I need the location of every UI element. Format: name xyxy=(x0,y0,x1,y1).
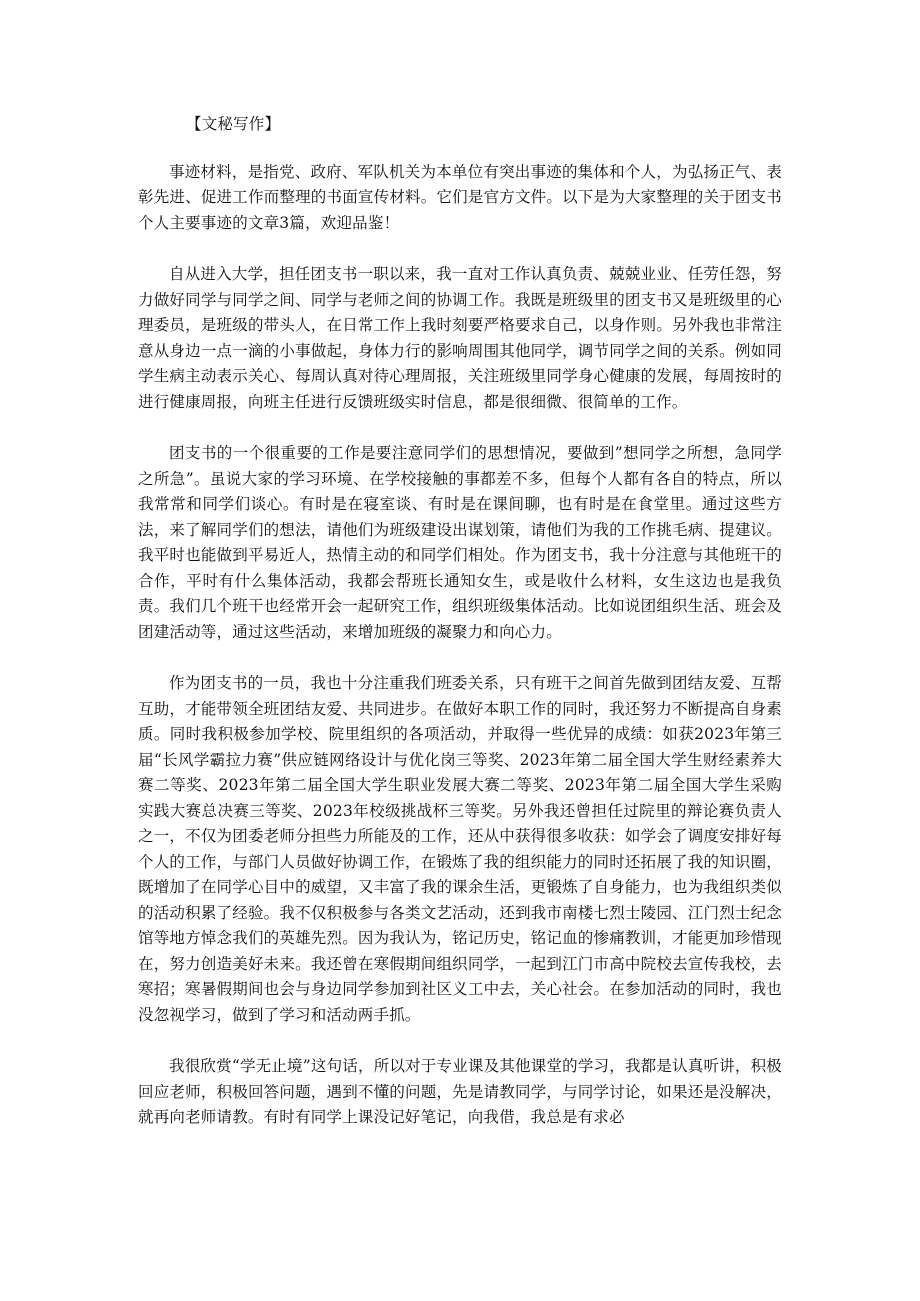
paragraph-intro: 事迹材料，是指党、政府、军队机关为本单位有突出事迹的集体和个人，为弘扬正气、表彰先进、促进工作而整理的书面宣传材料。它们是官方文件。以下是为大家整理的关于团支书个人主要事迹的文章3篇，欢迎品鉴！ xyxy=(138,162,782,232)
paragraph-achievements: 作为团支书的一员，我也十分注重我们班委关系，只有班干之间首先做到团结友爱、互帮互助，才能带领全班团结友爱、共同进步。在做好本职工作的同时，我还努力不断提高自身素质。同时我积极参加学校、院里组织的各项活动，并取得一些优异的成绩：如获2023年第三届“长风学霸拉力赛”供应链网络设计与优化岗三等奖、2023年第二届全国大学生财经素养大赛二等奖、2023年第二届全国大学生职业发展大赛二等奖、2023年第二届全国大学生采购实践大赛总决赛三等奖、2023年校级挑战杯三等奖。另外我还曾担任过院里的辩论赛负责人之一，不仅为团委老师分担些力所能及的工作，还从中获得很多收获：如学会了调度安排好每个人的工作，与部门人员做好协调工作，在锻炼了我的组织能力的同时还拓展了我的知识圈，既增加了在同学心目中的威望，又丰富了我的课余生活，更锻炼了自身能力，也为我组织类似的活动积累了经验。我不仅积极参与各类文艺活动，还到我市南楼七烈士陵园、江门烈士纪念馆等地方悼念我们的英雄先烈。因为我认为，铭记历史，铭记血的惨痛教训，才能更加珍惜现在，努力创造美好未来。我还曾在寒假期间组织同学，一起到江门市高中院校去宣传我校，去寒招；寒暑假期间也会与身边同学参加到社区义工中去，关心社会。在参加活动的同时，我也没忽视学习，做到了学习和活动两手抓。 xyxy=(138,674,782,1024)
spacer xyxy=(138,415,782,441)
spacer xyxy=(138,1028,782,1054)
paragraph-study: 我很欣赏“学无止境”这句话，所以对于专业课及其他课堂的学习，我都是认真听讲，积极回应老师，积极回答问题，遇到不懂的问题，先是请教同学，与同学讨论，如果还是没解决，就再向老师请教。有时有同学上课没记好笔记，向我借，我总是有求必 xyxy=(138,1057,782,1126)
document-body xyxy=(138,112,782,1131)
spacer xyxy=(138,138,782,160)
spacer xyxy=(138,236,782,262)
paragraph-responsibility: 自从进入大学，担任团支书一职以来，我一直对工作认真负责、兢兢业业、任劳任怨，努力做好同学与同学之间、同学与老师之间的协调工作。我既是班级里的团支书又是班级里的心理委员，是班级的带头人，在日常工作上我时刻要严格要求自己，以身作则。另外我也非常注意从身边一点一滴的小事做起，身体力行的影响周围其他同学，调节同学之间的关系。例如同学生病主动表示关心、每周认真对待心理周报，关注班级里同学身心健康的发展，每周按时的进行健康周报，向班主任进行反馈班级实时信息，都是很细微、很简单的工作。 xyxy=(138,265,782,411)
document-heading: 【文秘写作】 xyxy=(186,115,281,133)
paragraph-communication: 团支书的一个很重要的工作是要注意同学们的思想情况，要做到”想同学之所想，急同学之所急”。虽说大家的学习环境、在学校接触的事都差不多，但每个人都有各自的特点，所以我常常和同学们谈心。有时是在寝室谈、有时是在课间聊，也有时是在食堂里。通过这些方法，来了解同学们的想法，请他们为班级建设出谋划策，请他们为我的工作挑毛病、提建议。我平时也能做到平易近人，热情主动的和同学们相处。作为团支书，我十分注意与其他班干的合作，平时有什么集体活动，我都会帮班长通知女生，或是收什么材料，女生这边也是我负责。我们几个班干也经常开会一起研究工作，组织班级集体活动。比如说团组织生活、班会及团建活动等，通过这些活动，来增加班级的凝聚力和向心力。 xyxy=(138,444,782,641)
spacer xyxy=(138,645,782,671)
